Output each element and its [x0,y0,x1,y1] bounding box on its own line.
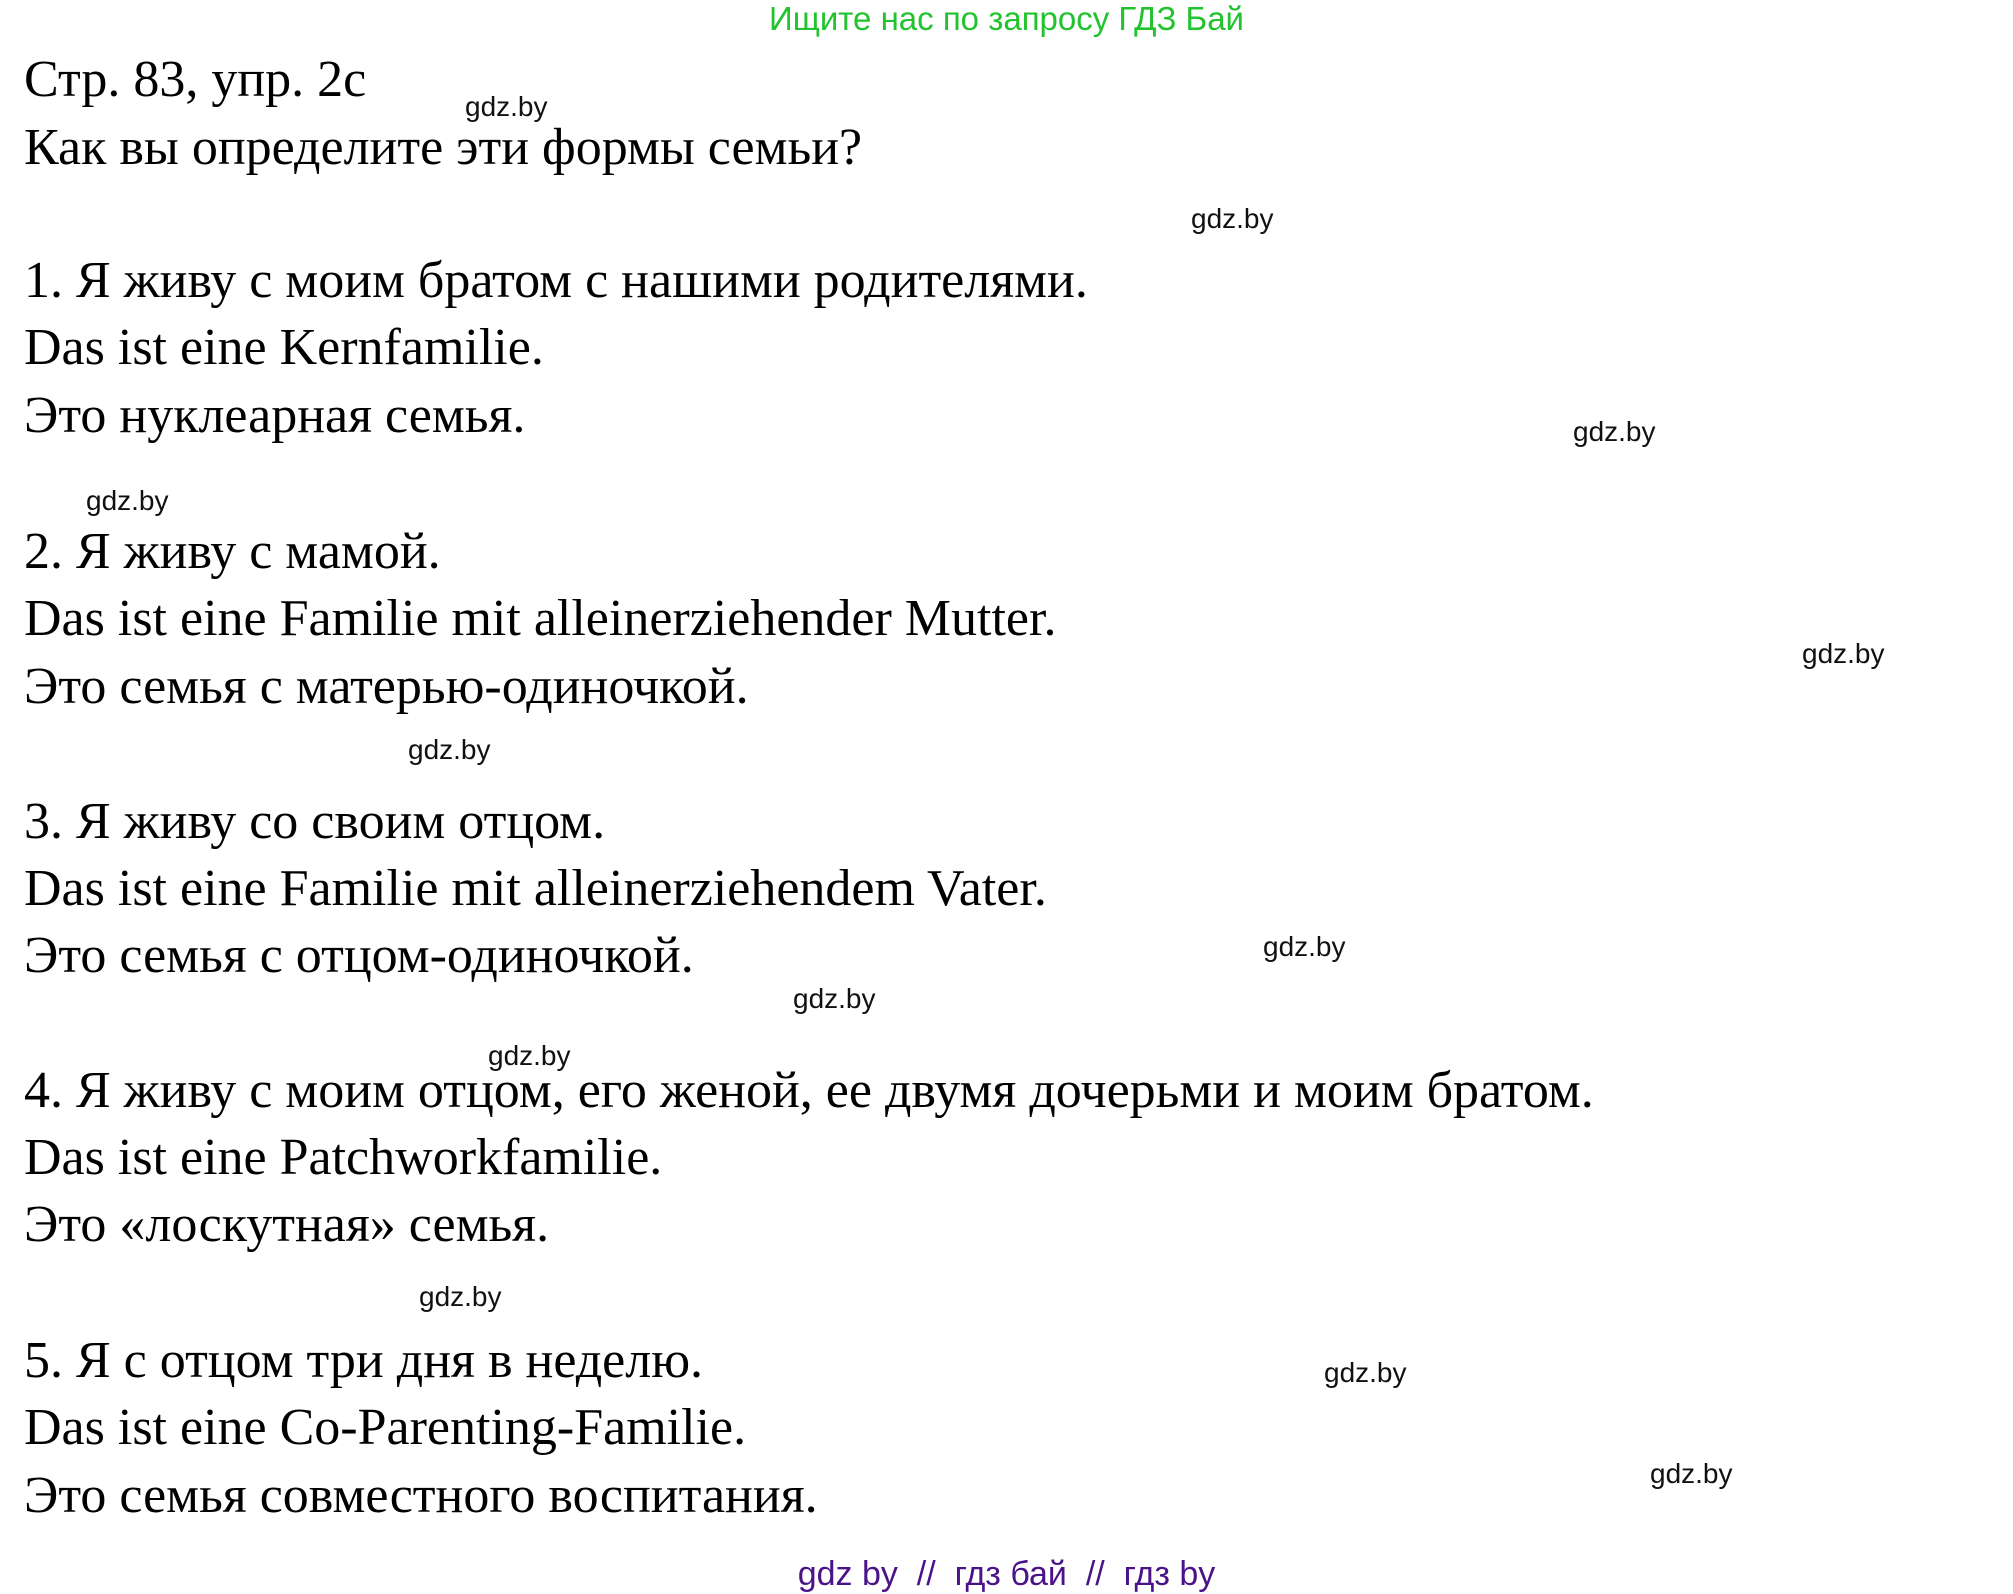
item-1-ru: 1. Я живу с моим братом с нашими родителями. [24,252,1088,309]
watermark: gdz.by [488,1040,571,1071]
question: Как вы определите эти формы семьи? [24,119,863,176]
watermark: gdz.by [419,1281,502,1312]
watermark: gdz.by [86,485,169,516]
watermark: gdz.by [1324,1357,1407,1388]
item-3-answer: Это семья с отцом-одиночкой. [24,927,694,984]
item-2-answer: Это семья с матерью-одиночкой. [24,658,749,715]
item-4-answer: Это «лоскутная» семья. [24,1196,550,1253]
page-heading: Стр. 83, упр. 2c [24,51,367,108]
watermark: gdz.by [1802,638,1885,669]
item-5-ru: 5. Я с отцом три дня в неделю. [24,1332,704,1389]
item-5-answer: Это семья совместного воспитания. [24,1467,818,1524]
watermark: gdz.by [408,734,491,765]
item-1-de: Das ist eine Kernfamilie. [24,319,544,376]
item-5-de: Das ist eine Co-Parenting-Familie. [24,1399,747,1456]
watermark: gdz.by [1573,416,1656,447]
item-4-ru: 4. Я живу с моим отцом, его женой, ее двумя дочерьми и моим братом. [24,1062,1594,1119]
item-3-de: Das ist eine Familie mit alleinerziehendem Vater. [24,860,1047,917]
item-3-ru: 3. Я живу со своим отцом. [24,793,606,850]
watermark: gdz.by [465,91,548,122]
top-banner: Ищите нас по запросу ГДЗ Бай [769,0,1244,37]
item-1-answer: Это нуклеарная семья. [24,387,526,444]
watermark: gdz.by [1263,931,1346,962]
item-2-ru: 2. Я живу с мамой. [24,523,441,580]
watermark: gdz.by [793,983,876,1014]
footer-links: gdz by // гдз бай // гдз by [797,1555,1216,1593]
watermark: gdz.by [1650,1458,1733,1489]
watermark: gdz.by [1191,203,1274,234]
item-2-de: Das ist eine Familie mit alleinerziehender Mutter. [24,590,1057,647]
item-4-de: Das ist eine Patchworkfamilie. [24,1129,663,1186]
